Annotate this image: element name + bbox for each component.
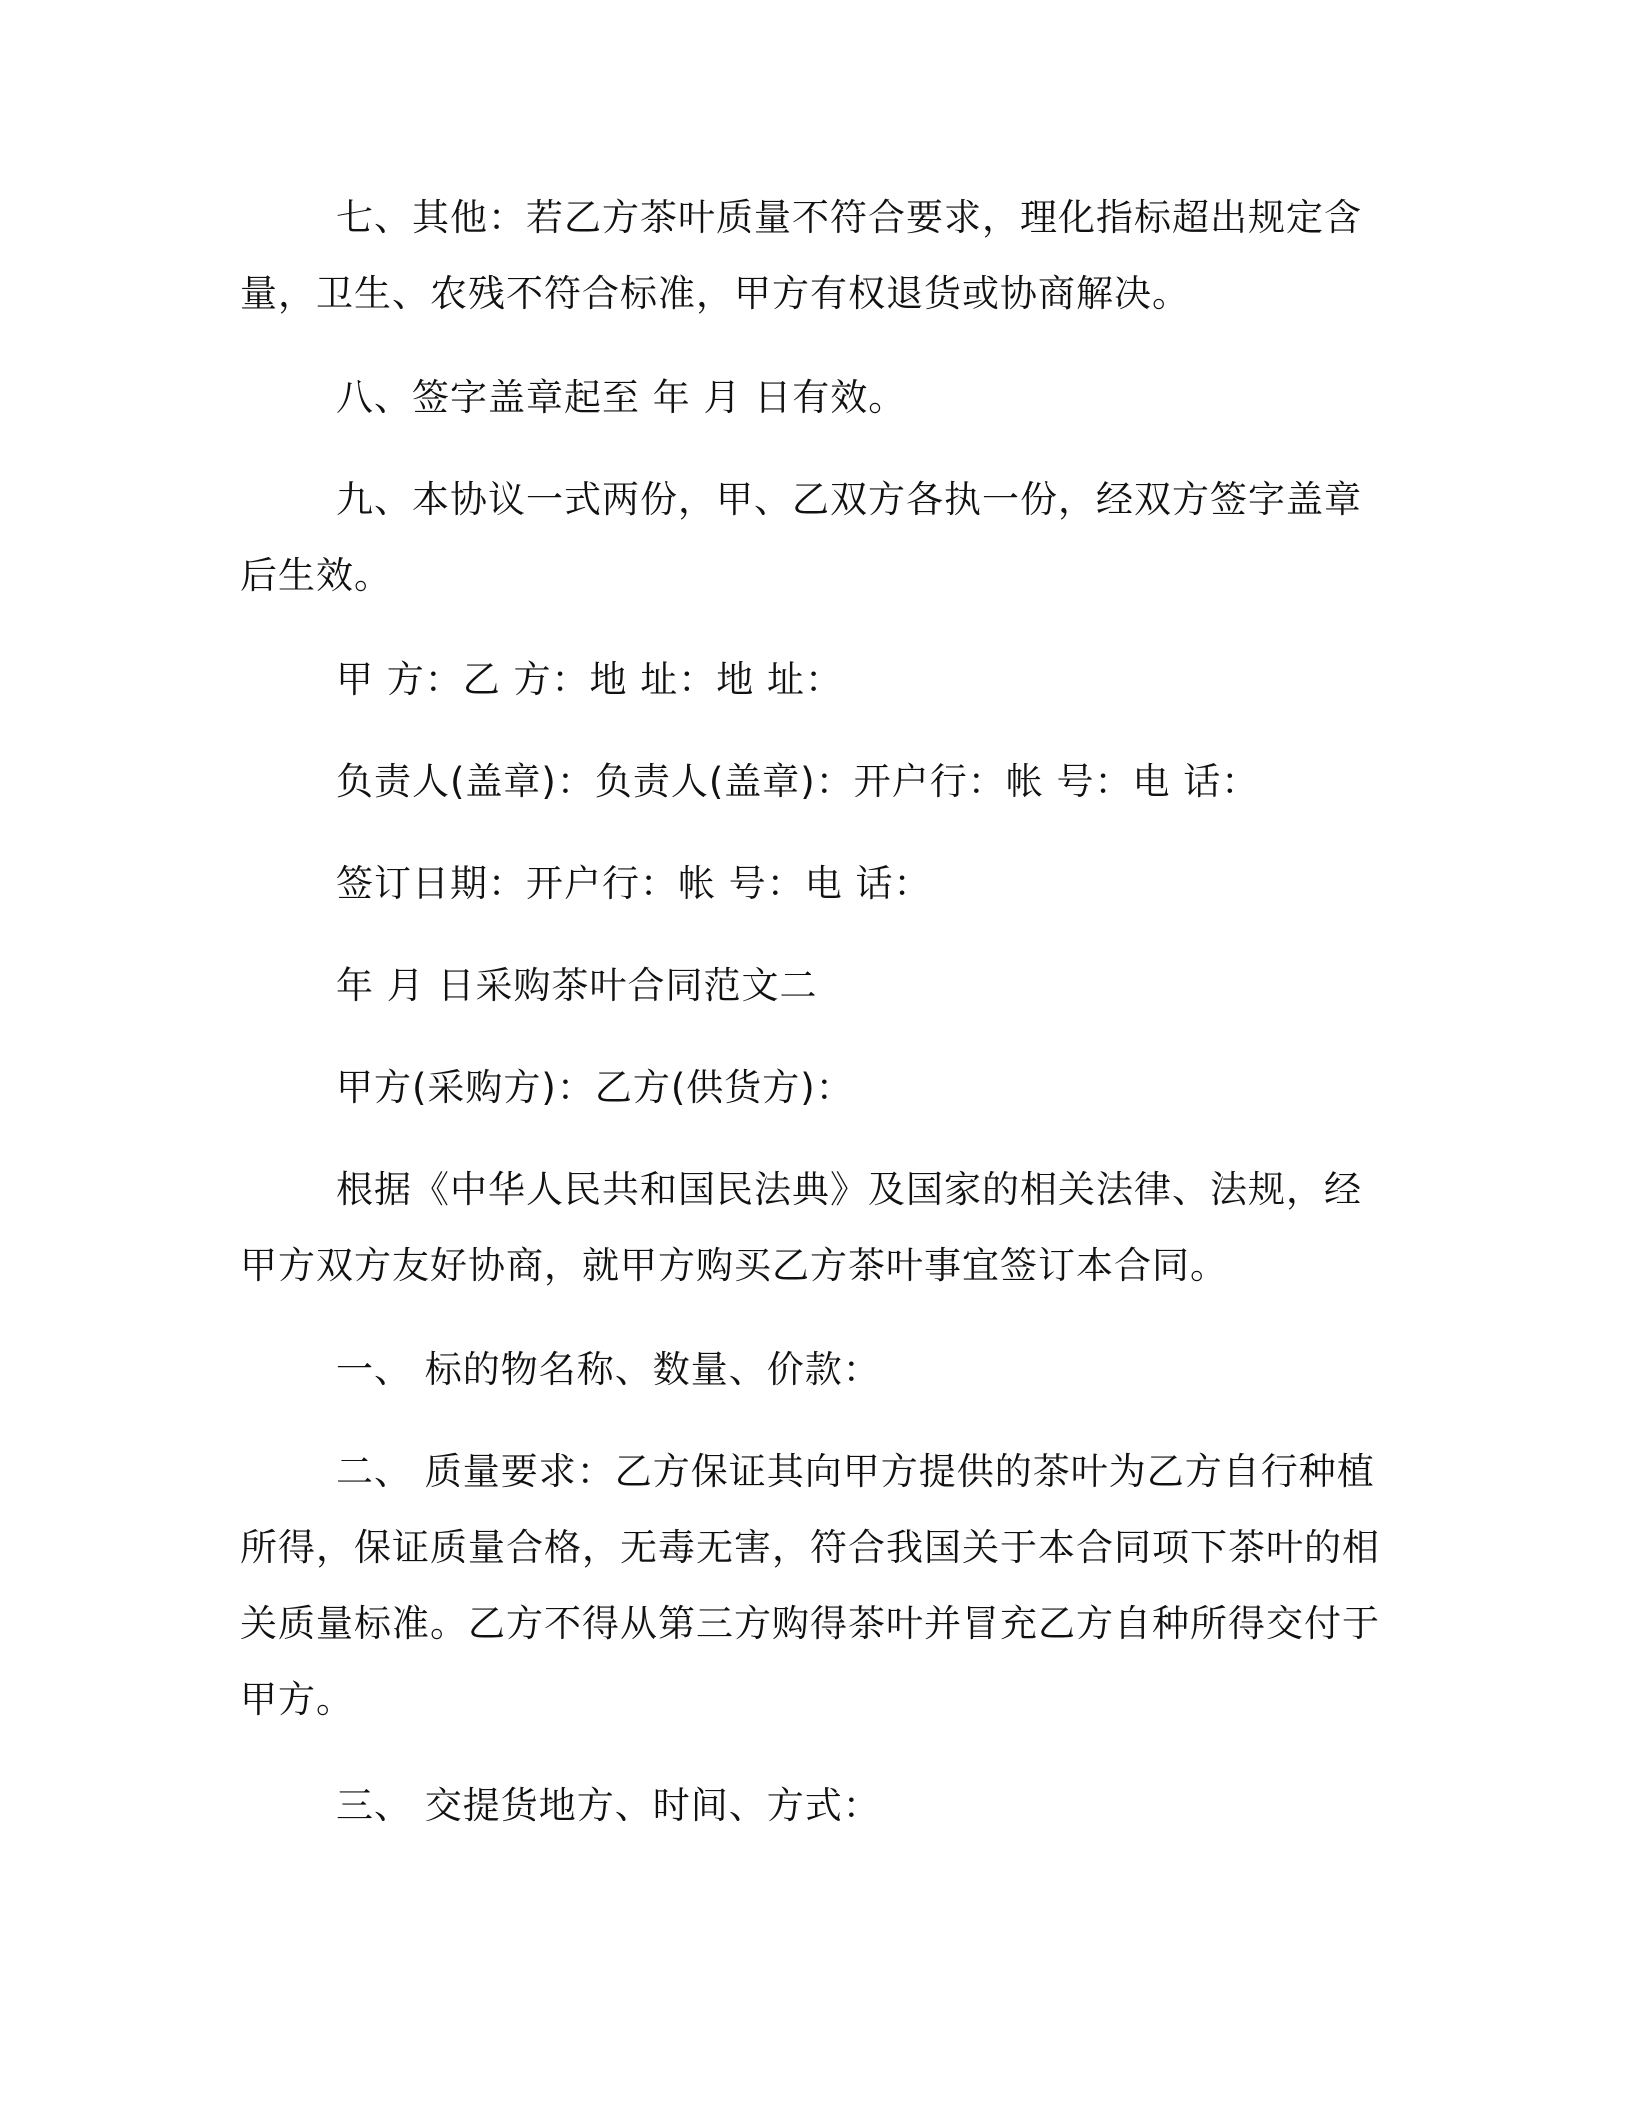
paragraph-clause-8: 八、签字盖章起至 年 月 日有效。 bbox=[336, 376, 907, 419]
paragraph-parties: 甲 方：乙 方：地 址：地 址： bbox=[336, 658, 844, 701]
paragraph-template-title: 年 月 日采购茶叶合同范文二 bbox=[336, 964, 818, 1007]
paragraph-article-3: 三、 交提货地方、时间、方式： bbox=[336, 1784, 881, 1827]
paragraph-preamble: 根据《中华人民共和国民法典》及国家的相关法律、法规，经甲方双方友好协商，就甲方购买乙方茶叶事宜签订本合同。 bbox=[240, 1168, 1362, 1287]
paragraph-signatories: 负责人(盖章)：负责人(盖章)：开户行：帐 号：电 话： bbox=[336, 760, 1260, 803]
paragraph-buyer-supplier: 甲方(采购方)：乙方(供货方)： bbox=[336, 1066, 854, 1109]
paragraph-article-2: 二、 质量要求：乙方保证其向甲方提供的茶叶为乙方自行种植所得，保证质量合格，无毒无害，符合我国关于本合同项下茶叶的相关质量标准。乙方不得从第三方购得茶叶并冒充乙方自种所得交付于甲方。 bbox=[240, 1450, 1380, 1721]
paragraph-clause-9: 九、本协议一式两份，甲、乙双方各执一份，经双方签字盖章后生效。 bbox=[240, 478, 1362, 597]
paragraph-sign-date: 签订日期：开户行：帐 号：电 话： bbox=[336, 862, 932, 905]
paragraph-clause-7: 七、其他：若乙方茶叶质量不符合要求，理化指标超出规定含量，卫生、农残不符合标准，甲方有权退货或协商解决。 bbox=[240, 196, 1362, 315]
paragraph-article-1: 一、 标的物名称、数量、价款： bbox=[336, 1348, 881, 1391]
